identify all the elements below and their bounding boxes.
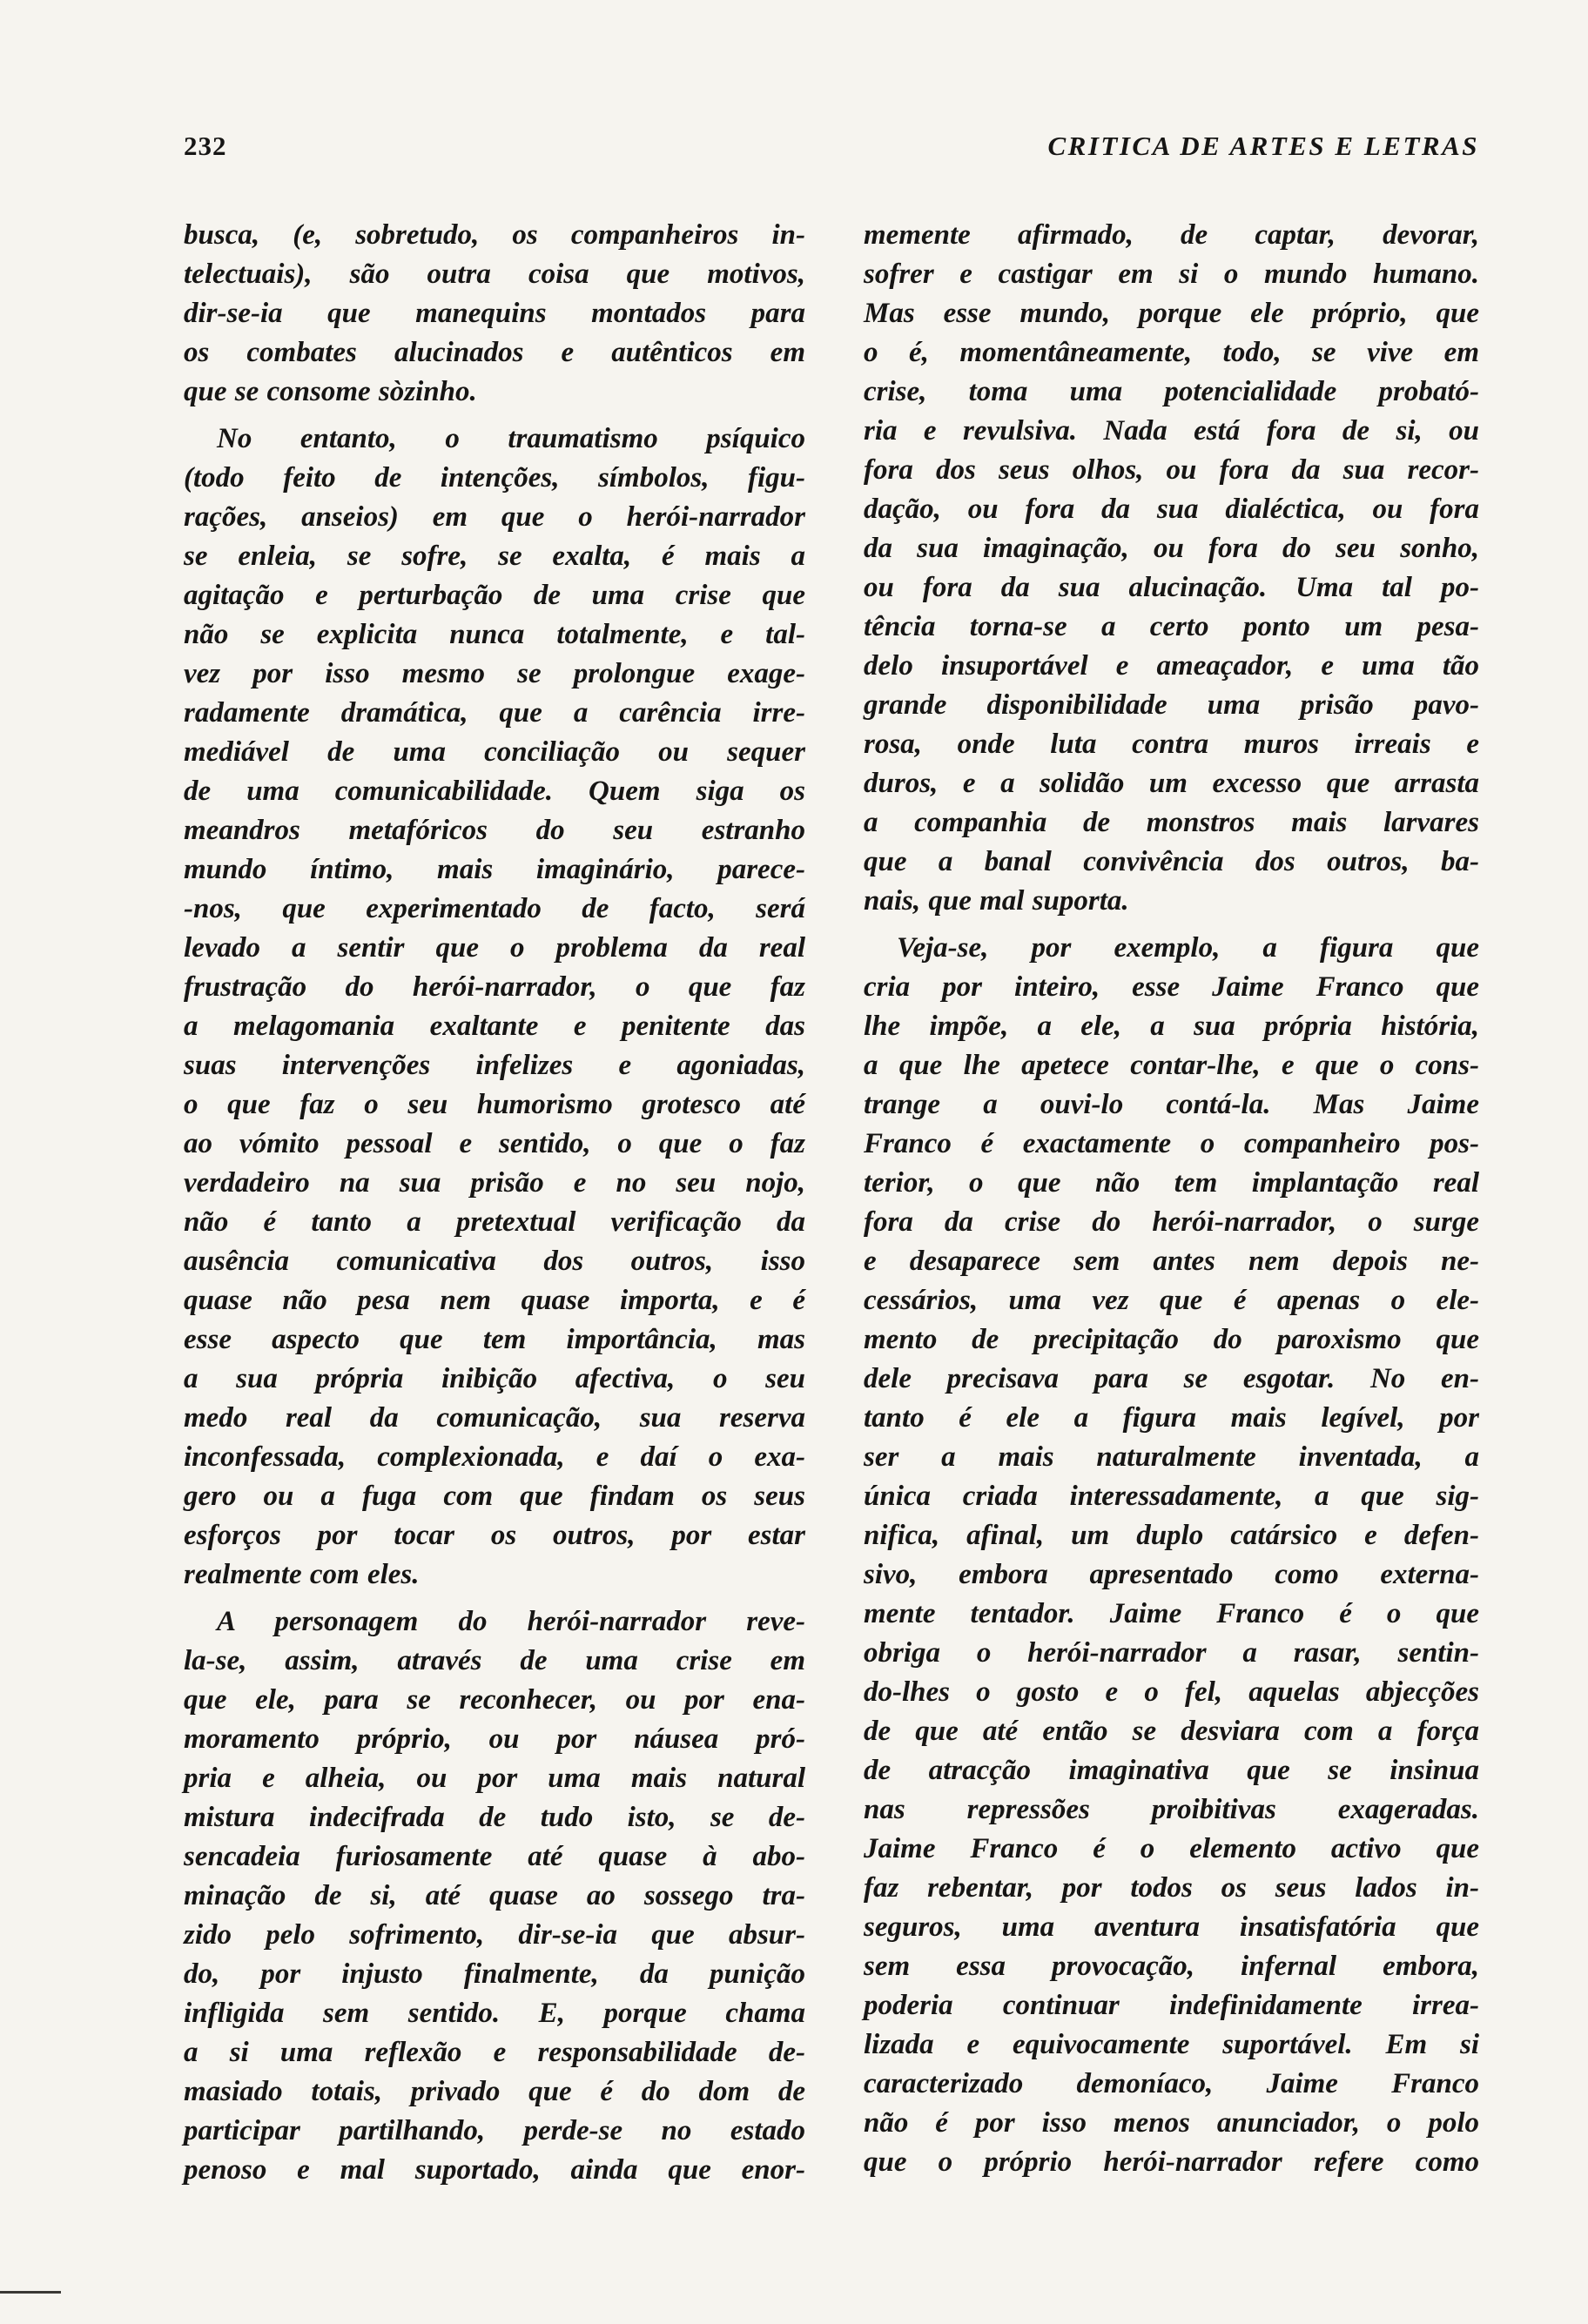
text-line: tência torna-se a certo ponto um pesa- [864,611,1479,642]
text-line: trange a ouvi-lo contá-la. Mas Jaime [864,1089,1479,1120]
text-line: infligida sem sentido. E, porque chama [184,1998,805,2029]
text-line: A personagem do herói-narrador reve- [217,1606,805,1637]
text-line: que ele, para se reconhecer, ou por ena- [184,1684,805,1716]
text-line: -nos, que experimentado de facto, será [184,893,805,924]
text-line: a sua própria inibição afectiva, o seu [184,1363,805,1394]
text-line: Mas esse mundo, porque ele próprio, que [864,298,1479,329]
text-line: ria e revulsiva. Nada está fora de si, ou [864,415,1479,447]
text-line: la-se, assim, através de uma crise em [184,1645,805,1676]
text-line: mente tentador. Jaime Franco é o que [864,1598,1479,1629]
text-line: zido pelo sofrimento, dir-se-ia que absur- [184,1919,805,1951]
scan-mark [0,2291,61,2294]
text-line: delo insuportável e ameaçador, e uma tão [864,650,1479,682]
text-line: fora dos seus olhos, ou fora da sua recor- [864,454,1479,486]
text-line: pria e alheia, ou por uma mais natural [184,1763,805,1794]
text-line: dele precisava para se esgotar. No en- [864,1363,1479,1394]
text-line: não é por isso menos anunciador, o polo [864,2107,1479,2139]
text-line: da sua imaginação, ou fora do seu sonho, [864,533,1479,564]
page-number: 232 [184,131,227,161]
text-line: participar partilhando, perde-se no estado [184,2115,805,2146]
text-line: meandros metafóricos do seu estranho [184,815,805,846]
text-line: a melagomania exaltante e penitente das [184,1011,805,1042]
text-line: dação, ou fora da sua dialéctica, ou fora [864,494,1479,525]
text-line: o que faz o seu humorismo grotesco até [184,1089,805,1120]
column-left [184,216,805,2190]
text-line: a si uma reflexão e responsabilidade de- [184,2037,805,2068]
text-line: mediável de uma conciliação ou sequer [184,736,805,768]
text-line: ou fora da sua alucinação. Uma tal po- [864,572,1479,603]
text-line: sofrer e castigar em si o mundo humano. [864,259,1479,290]
text-line: cessários, uma vez que é apenas o ele- [864,1285,1479,1316]
text-line: telectuais), são outra coisa que motivos, [184,259,805,290]
text-line: agitação e perturbação de uma crise que [184,580,805,611]
text-line: mistura indecifrada de tudo isto, se de- [184,1802,805,1833]
text-line: levado a sentir que o problema da real [184,932,805,964]
text-line: mento de precipitação do paroxismo que [864,1324,1479,1355]
text-line: mundo íntimo, mais imaginário, parece- [184,854,805,885]
text-line: se enleia, se sofre, se exalta, é mais a [184,541,805,572]
text-line: nas repressões proibitivas exageradas. [864,1794,1479,1825]
paragraph [184,420,805,1595]
text-line: faz rebentar, por todos os seus lados in- [864,1872,1479,1904]
paragraph [184,216,805,412]
text-line: que se consome sòzinho. [184,376,477,407]
text-line: seguros, uma aventura insatisfatória que [864,1911,1479,1943]
text-line: poderia continuar indefinidamente irrea- [864,1990,1479,2021]
text-line: No entanto, o traumatismo psíquico [217,423,805,454]
text-line: cria por inteiro, esse Jaime Franco que [864,971,1479,1003]
text-line: e desaparece sem antes nem depois ne- [864,1246,1479,1277]
text-line: caracterizado demoníaco, Jaime Franco [864,2068,1479,2099]
text-line: obriga o herói-narrador a rasar, sentin- [864,1637,1479,1669]
text-line: a companhia de monstros mais larvares [864,807,1479,838]
text-line: Franco é exactamente o companheiro pos- [864,1128,1479,1159]
text-line: o é, momentâneamente, todo, se vive em [864,337,1479,368]
text-line: masiado totais, privado que é do dom de [184,2076,805,2107]
text-line: verdadeiro na sua prisão e no seu nojo, [184,1167,805,1199]
text-line: não se explicita nunca totalmente, e tal- [184,619,805,650]
text-line: ausência comunicativa dos outros, isso [184,1246,805,1277]
text-line: esse aspecto que tem importância, mas [184,1324,805,1355]
text-line: frustração do herói-narrador, o que faz [184,971,805,1003]
text-line: a que lhe apetece contar-lhe, e que o cons- [864,1050,1479,1081]
text-line: lhe impõe, a ele, a sua própria história, [864,1011,1479,1042]
text-line: do-lhes o gosto e o fel, aquelas abjecções [864,1676,1479,1708]
text-line: lizada e equivocamente suportável. Em si [864,2029,1479,2060]
text-line: vez por isso mesmo se prolongue exage- [184,658,805,689]
text-line: esforços por tocar os outros, por estar [184,1520,805,1551]
paragraph [864,216,1479,921]
text-line: radamente dramática, que a carência irre- [184,697,805,729]
text-line: única criada interessadamente, a que sig- [864,1481,1479,1512]
text-line: não é tanto a pretextual verificação da [184,1206,805,1238]
text-line: suas intervenções infelizes e agoniadas, [184,1050,805,1081]
text-line: medo real da comunicação, sua reserva [184,1402,805,1434]
running-title: CRITICA DE ARTES E LETRAS [1047,131,1479,161]
text-line: do, por injusto finalmente, da punição [184,1958,805,1990]
text-line: de uma comunicabilidade. Quem siga os [184,776,805,807]
text-line: crise, toma uma potencialidade probató- [864,376,1479,407]
text-line: de que até então se desviara com a força [864,1716,1479,1747]
text-line: gero ou a fuga com que findam os seus [184,1481,805,1512]
text-line: Jaime Franco é o elemento activo que [864,1833,1479,1864]
paragraph [864,929,1479,2182]
text-line: busca, (e, sobretudo, os companheiros in- [184,219,805,251]
text-line: terior, o que não tem implantação real [864,1167,1479,1199]
text-line: que a banal convivência dos outros, ba- [864,846,1479,877]
text-line: penoso e mal suportado, ainda que enor- [184,2154,805,2186]
text-line: os combates alucinados e autênticos em [184,337,805,368]
text-line: fora da crise do herói-narrador, o surge [864,1206,1479,1238]
text-line: memente afirmado, de captar, devorar, [864,219,1479,251]
text-line: Veja-se, por exemplo, a figura que [897,932,1479,964]
text-line: que o próprio herói-narrador refere como [864,2146,1479,2178]
text-line: nais, que mal suporta. [864,885,1129,917]
text-line: ser a mais naturalmente inventada, a [864,1441,1479,1473]
paragraph [184,1602,805,2190]
text-line: quase não pesa nem quase importa, e é [184,1285,805,1316]
text-line: sivo, embora apresentado como externa- [864,1559,1479,1590]
text-line: moramento próprio, ou por náusea pró- [184,1723,805,1755]
text-line: duros, e a solidão um excesso que arrasta [864,768,1479,799]
text-line: dir-se-ia que manequins montados para [184,298,805,329]
text-line: rosa, onde luta contra muros irreais e [864,729,1479,760]
text-line: grande disponibilidade uma prisão pavo- [864,689,1479,721]
text-line: minação de si, até quase ao sossego tra- [184,1880,805,1911]
text-line: realmente com eles. [184,1559,420,1590]
running-header [184,127,1479,165]
text-line: de atracção imaginativa que se insinua [864,1755,1479,1786]
text-line: tanto é ele a figura mais legível, por [864,1402,1479,1434]
text-line: nifica, afinal, um duplo catársico e defen- [864,1520,1479,1551]
text-line: rações, anseios) em que o herói-narrador [184,501,805,533]
text-line: sem essa provocação, infernal embora, [864,1951,1479,1982]
text-line: sencadeia furiosamente até quase à abo- [184,1841,805,1872]
column-right [864,216,1479,2182]
text-line: (todo feito de intenções, símbolos, figu- [184,462,805,494]
text-line: inconfessada, complexionada, e daí o exa- [184,1441,805,1473]
text-line: ao vómito pessoal e sentido, o que o faz [184,1128,805,1159]
